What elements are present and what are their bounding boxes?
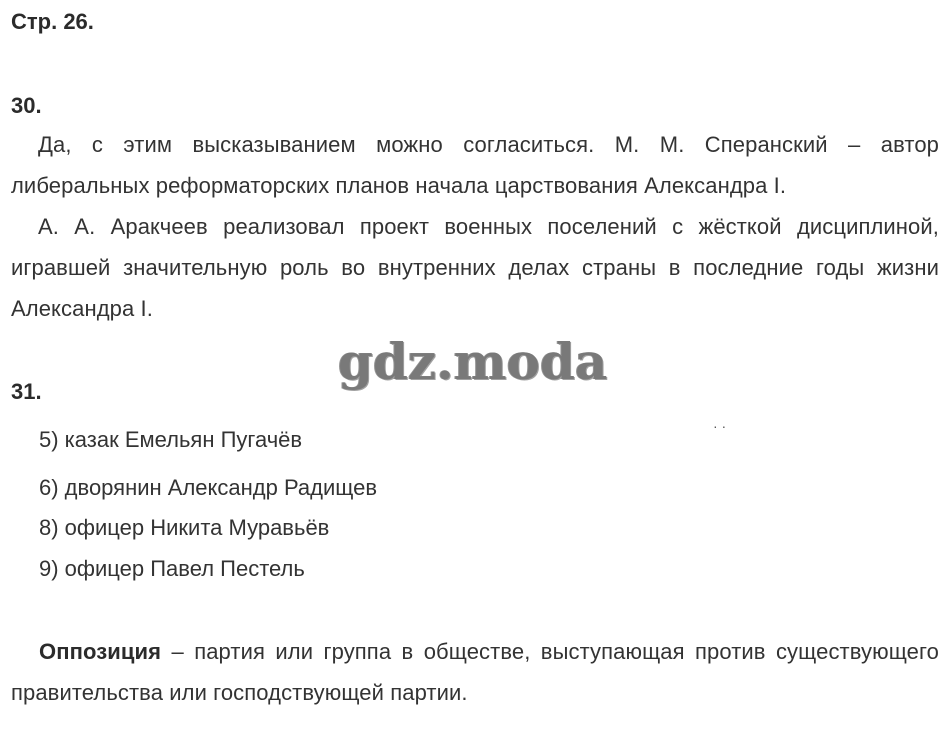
definition-text: – партия или группа в обществе, выступающая против существующего правительства или господствующей партии. bbox=[11, 639, 939, 705]
list-item: 5) казак Емельян Пугачёв bbox=[39, 427, 303, 452]
watermark-logo: gdz.moda bbox=[338, 332, 608, 391]
list-item: 6) дворянин Александр Радищев bbox=[39, 475, 378, 500]
question-30-paragraph-2: А. А. Аракчеев реализовал проект военных поселений с жёсткой дисциплиной, игравшей значительную роль во внутренних делах страны в последние годы жизни Александра I. bbox=[11, 214, 939, 321]
stray-marks: · · bbox=[713, 418, 727, 434]
definition-term: Оппозиция bbox=[39, 639, 162, 664]
page-header: Стр. 26. bbox=[11, 9, 94, 34]
question-31-number: 31. bbox=[11, 379, 42, 404]
definition-paragraph bbox=[11, 631, 939, 713]
list-item: 8) офицер Никита Муравьёв bbox=[39, 515, 330, 540]
question-30-number: 30. bbox=[11, 93, 42, 118]
question-30-paragraph-1: Да, с этим высказыванием можно согласиться. М. М. Сперанский – автор либеральных реформаторских планов начала царствования Александра I. bbox=[11, 132, 939, 198]
list-item: 9) офицер Павел Пестель bbox=[39, 556, 305, 581]
